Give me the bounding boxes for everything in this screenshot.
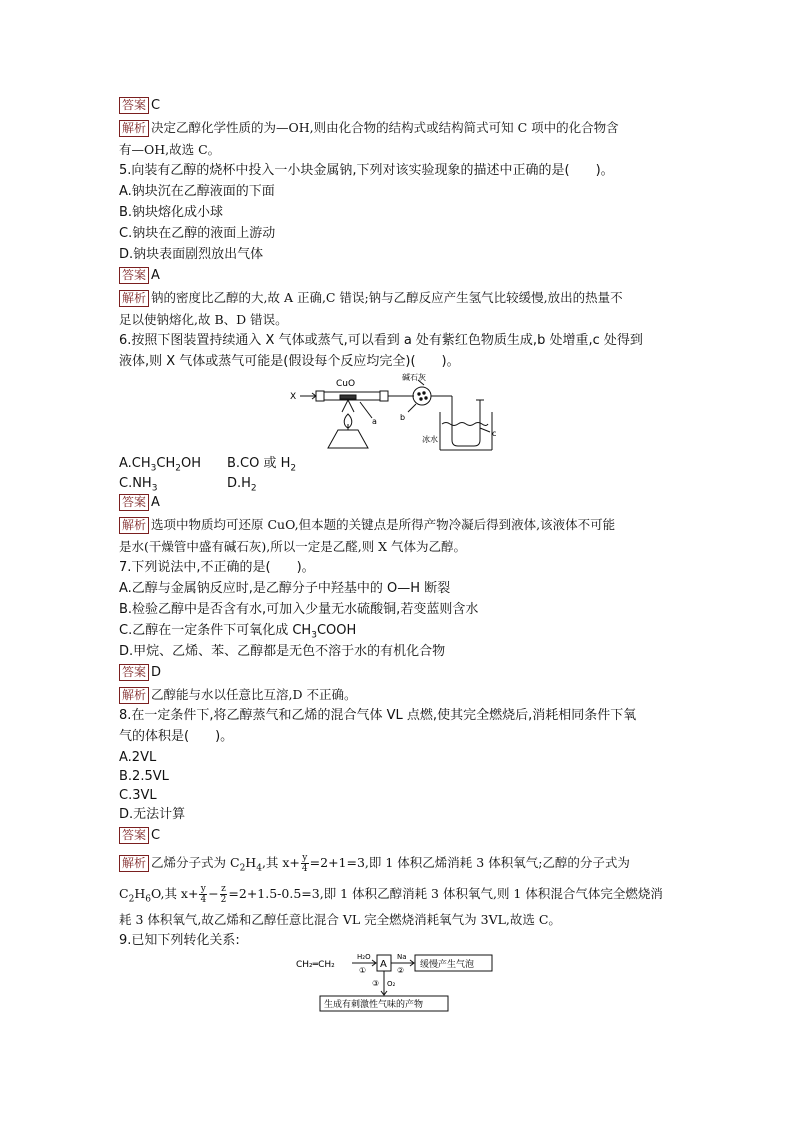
q6-answer-line [119, 493, 160, 513]
fig-label-lime: 碱石灰 [402, 373, 426, 382]
q5-analysis-2: 足以使钠熔化,故 B、D 错误。 [119, 312, 288, 327]
q7-option-c: C.乙醇在一定条件下可氧化成 $CH_3COOH$ [119, 623, 357, 641]
analysis-tag: 解析 [119, 687, 149, 704]
q9-product-box: 生成有刺激性气味的产物 [324, 1000, 424, 1010]
q5-stem: 5.向装有乙醇的烧杯中投入一小块金属钠,下列对该实验现象的描述中正确的是( )。 [119, 163, 614, 178]
fig-label-cuo: CuO [336, 379, 356, 389]
q8-answer-line [119, 826, 160, 846]
q8-stem-1: 8.在一定条件下,将乙醇蒸气和乙烯的混合气体 VL 点燃,使其完全燃烧后,消耗相同条件下氧 [119, 708, 637, 723]
q7-option-a: A.乙醇与金属钠反应时,是乙醇分子中羟基中的 O—H 断裂 [119, 581, 451, 596]
q7-answer-line [119, 663, 161, 683]
fig-label-a: a [372, 417, 377, 426]
q5-analysis-1: 钠的密度比乙醇的大,故 A 正确,C 错误;钠与乙醇反应产生氢气比较缓慢,放出的热量不 [151, 290, 623, 305]
q8-option-d: D.无法计算 [119, 807, 186, 822]
answer-tag: 答案 [119, 97, 149, 114]
q9-reagent-h2o: H₂O [357, 953, 371, 961]
answer-tag: 答案 [119, 267, 149, 284]
q8-option-c: C.3VL [119, 788, 157, 803]
q9-conversion-diagram [296, 950, 506, 1012]
q9-stem: 9.已知下列转化关系: [119, 933, 240, 948]
q4-analysis-1: 决定乙醇化学性质的为—OH,则由化合物的结构式或结构简式可知 C 项中的化合物含 [151, 120, 619, 135]
q7-analysis: 乙醇能与水以任意比互溶,D 不正确。 [151, 687, 357, 702]
q6-analysis-line [119, 515, 615, 535]
q5-option-d: D.钠块表面剧烈放出气体 [119, 247, 264, 262]
q8-answer: C [151, 828, 161, 843]
fig-label-c: c [492, 429, 497, 438]
q7-stem: 7.下列说法中,不正确的是( )。 [119, 560, 315, 575]
q8-analysis-line-2: $C_2H_6O$,其 x+ $\frac{y}{4}$ − $\frac{z}{2}$ =2+1.5-0.5=3,即 1 体积乙醇消耗 3 体积氧气,则 1 体积混合气体完全燃烧消 [119, 884, 663, 905]
fig-label-b: b [400, 413, 406, 422]
q6-option-d: $D.H_2$ [227, 476, 257, 494]
q9-compound-a: A [380, 959, 387, 970]
q5-answer-line [119, 266, 160, 286]
q7-option-d: D.甲烷、乙烯、苯、乙醇都是无色不溶于水的有机化合物 [119, 644, 446, 659]
analysis-tag: 解析 [119, 290, 149, 307]
q8-analysis-line-1: 解析 乙烯分子式为 $C_2H_4$,其 x+ $\frac{y}{4}$ =2+1=3,即 1 体积乙烯消耗 3 体积氧气;乙醇的分子式为 [119, 851, 630, 881]
analysis-tag: 解析 [119, 120, 149, 137]
answer-tag: 答案 [119, 494, 149, 511]
q6-answer: A [151, 495, 160, 510]
q5-option-b: B.钠块熔化成小球 [119, 205, 224, 220]
answer-tag: 答案 [119, 827, 149, 844]
q8-stem-2: 气的体积是( )。 [119, 729, 234, 744]
q9-ethylene: CH₂═CH₂ [296, 960, 335, 970]
q9-reagent-na: Na [397, 953, 407, 961]
q4-analysis-line [119, 118, 619, 138]
analysis-tag: 解析 [119, 517, 149, 534]
q4-analysis-2: 有—OH,故选 C。 [119, 142, 221, 157]
q8-option-a: A.2VL [119, 750, 157, 765]
q5-analysis-line [119, 288, 623, 308]
q5-option-a: A.钠块沉在乙醇液面的下面 [119, 184, 275, 199]
q6-option-b: B.CO 或 $H_2$ [227, 456, 297, 474]
q6-analysis-1: 选项中物质均可还原 CuO,但本题的关键点是所得产物冷凝后得到液体,该液体不可能 [151, 517, 616, 532]
q9-step-3: ③ [372, 979, 380, 988]
q9-step-2: ② [397, 966, 405, 975]
fig-label-x: X [290, 392, 297, 402]
q6-option-a: $A.CH_3CH_2OH$ [119, 456, 201, 474]
q7-analysis-line [119, 685, 357, 705]
q6-apparatus-figure [290, 372, 510, 454]
q7-answer: D [151, 665, 162, 680]
fig-label-ice-water: 冰水 [422, 435, 438, 444]
q8-analysis-line-3: 耗 3 体积氧气,故乙烯和乙醇任意比混合 VL 完全燃烧消耗氧气为 3VL,故选 C。 [119, 912, 561, 927]
fraction-z-over-2: $\frac{z}{2}$ [220, 884, 227, 905]
q9-reagent-o2: O₂ [387, 980, 396, 988]
q5-option-c: C.钠块在乙醇的液面上游动 [119, 226, 276, 241]
q4-answer: C [151, 98, 161, 113]
q7-option-b: B.检验乙醇中是否含有水,可加入少量无水硫酸铜,若变蓝则含水 [119, 602, 479, 617]
fraction-y-over-4: $\frac{y}{4}$ [301, 853, 308, 874]
q6-stem-2: 液体,则 X 气体或蒸气可能是(假设每个反应均完全)( )。 [119, 354, 460, 369]
q4-answer-line [119, 96, 160, 116]
q6-analysis-2: 是水(干燥管中盛有碱石灰),所以一定是乙醛,则 X 气体为乙醇。 [119, 539, 467, 554]
q9-step-1: ① [359, 966, 367, 975]
q9-bubbles-box: 缓慢产生气泡 [420, 960, 475, 970]
fraction-y-over-4: $\frac{y}{4}$ [200, 884, 207, 905]
q6-stem-1: 6.按照下图装置持续通入 X 气体或蒸气,可以看到 a 处有紫红色物质生成,b 处增重,c 处得到 [119, 333, 643, 348]
answer-tag: 答案 [119, 664, 149, 681]
q8-option-b: B.2.5VL [119, 769, 169, 784]
q5-answer: A [151, 268, 160, 283]
q6-option-c: $C.NH_3$ [119, 476, 158, 494]
analysis-tag: 解析 [119, 855, 149, 872]
